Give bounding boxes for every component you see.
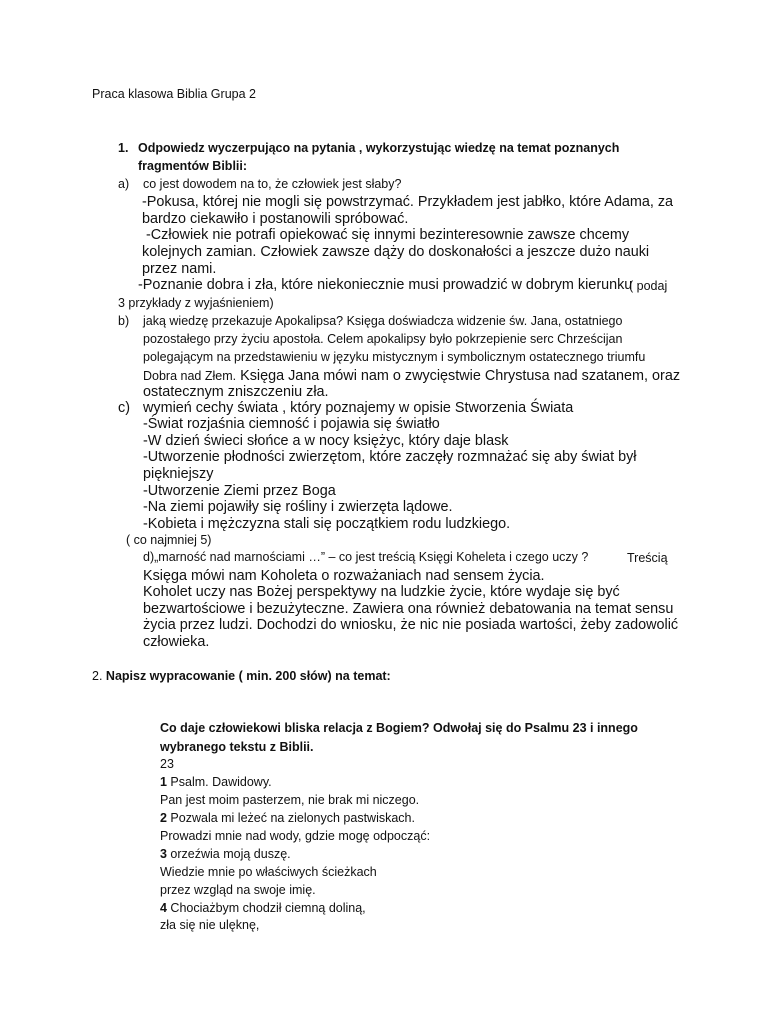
q1b-text-line: pozostałego przy życiu apostoła. Celem apokalipsy było pokrzepienie serc Chrześcijan [143,332,623,346]
q1a-answer-line: -Człowiek nie potrafi opiekować się innymi bezinteresownie zawsze chcemy [146,227,630,243]
q1c-answer-line: -Kobieta i mężczyzna stali się początkiem rodu ludzkiego. [143,516,511,532]
psalm-line: Pan jest moim pasterzem, nie brak mi niczego. [160,793,420,807]
q1c-question: wymień cechy świata , który poznajemy w opisie Stworzenia Świata [143,400,574,416]
q1d-answer-line: Koholet uczy nas Bożej perspektywy na ludzkie życie, które wydaje się być [143,584,620,600]
q1a-answer-line: -Pokusa, której nie mogli się powstrzymać. Przykładem jest jabłko, które Adama, za [142,194,674,210]
verse-number: 1 [160,775,167,789]
q1a-note-line2: 3 przykłady z wyjaśnieniem) [118,296,274,310]
doc-title: Praca klasowa Biblia Grupa 2 [92,87,256,101]
q1a-answer-line: kolejnych zamian. Człowiek zawsze dąży do doskonałości a jeszcze dużo nauki [142,244,650,260]
q1a-question: co jest dowodem na to, że człowiek jest słaby? [143,177,402,191]
verse-number: 3 [160,847,167,861]
psalm-verse [160,901,366,915]
q1c-answer-line: -Świat rozjaśnia ciemność i pojawia się światło [143,416,440,432]
q1a-answer-line: przez nami. [142,261,217,277]
psalm-line: Wiedzie mnie po właściwych ścieżkach [160,865,377,879]
psalm-verse [160,811,415,825]
q1c-answer-line: -Na ziemi pojawiły się rośliny i zwierzęta lądowe. [143,499,453,515]
q1d-answer-line: bezwartościowe i bezużyteczne. Zawiera ona również debatowania na temat sensu [143,601,674,617]
psalm-number: 23 [160,757,174,771]
verse-number: 4 [160,901,167,915]
q1c-answer-line: -Utworzenie Ziemi przez Boga [143,483,336,499]
q1d-question: d)„marność nad marnościami …” – co jest treścią Księgi Koheleta i czego uczy ? [143,550,589,564]
q1d-tail: Treścią [627,551,668,565]
psalm-verse [160,775,272,789]
q1b-text-line: jaką wiedzę przekazuje Apokalipsa? Księga doświadcza widzenie św. Jana, ostatniego [143,314,623,328]
q2-topic-line1: Co daje człowiekowi bliska relacja z Bogiem? Odwołaj się do Psalmu 23 i innego [160,721,638,735]
verse-number: 2 [160,811,167,825]
q1-heading-line1: Odpowiedz wyczerpująco na pytania , wykorzystując wiedzę na temat poznanych [138,141,620,155]
q1c-answer-line: -Utworzenie płodności zwierzętom, które zaczęły rozmnażać się aby świat był [143,449,637,465]
q1a-note-tail: ( podaj [629,279,668,293]
psalm-verse [160,847,291,861]
q1c-note: ( co najmniej 5) [126,533,212,547]
verse-text: orzeźwia moją duszę. [166,847,291,861]
q1b-mixed-line [143,367,680,385]
q1d-answer-line: Księga mówi nam Koholeta o rozważaniach nad sensem życia. [143,568,545,584]
q1a-answer-line: bardzo ciekawiło i postanowili spróbować. [142,211,409,227]
psalm-line: zła się nie ulęknę, [160,918,260,932]
q1a-label: a) [118,177,130,191]
verse-text: Chociażbym chodził ciemną doliną, [166,901,366,915]
psalm-line: Prowadzi mnie nad wody, gdzie mogę odpocząć: [160,829,431,843]
q1b-label: b) [118,314,130,328]
q2-heading: Napisz wypracowanie ( min. 200 słów) na temat: [105,669,391,683]
q1d-answer-line: życia przez ludzi. Dochodzi do wniosku, że nic nie posiada wartości, żeby zadowolić [143,617,679,633]
q1c-answer-line: piękniejszy [143,466,214,482]
q2-number: 2. [92,669,103,683]
psalm-line: przez wzgląd na swoje imię. [160,883,316,897]
q1d-answer-line: człowieka. [143,634,210,650]
q2-topic-line2: wybranego tekstu z Biblii. [160,740,314,754]
q1-heading-line2: fragmentów Biblii: [138,159,248,173]
verse-text: Pozwala mi leżeć na zielonych pastwiskach. [166,811,415,825]
q1c-answer-line: -W dzień świeci słońce a w nocy księżyc, który daje blask [143,433,509,449]
q1-number: 1. [118,141,129,155]
q1b-mixed-start: Dobra nad Złem. [143,369,237,383]
q1b-text-line: polegającym na przedstawieniu w języku mistycznym i symbolicznym ostatecznego triumfu [143,350,646,364]
q1b-last-line: ostatecznym zniszczeniu zła. [143,384,329,400]
q2-heading-line [92,669,391,683]
q1b-mixed-rest: Księga Jana mówi nam o zwycięstwie Chrystusa nad szatanem, oraz [236,368,681,384]
q1c-label: c) [118,400,130,416]
q1a-answer-line: -Poznanie dobra i zła, które niekoniecznie musi prowadzić w dobrym kierunku [138,277,633,293]
verse-text: Psalm. Dawidowy. [166,775,272,789]
